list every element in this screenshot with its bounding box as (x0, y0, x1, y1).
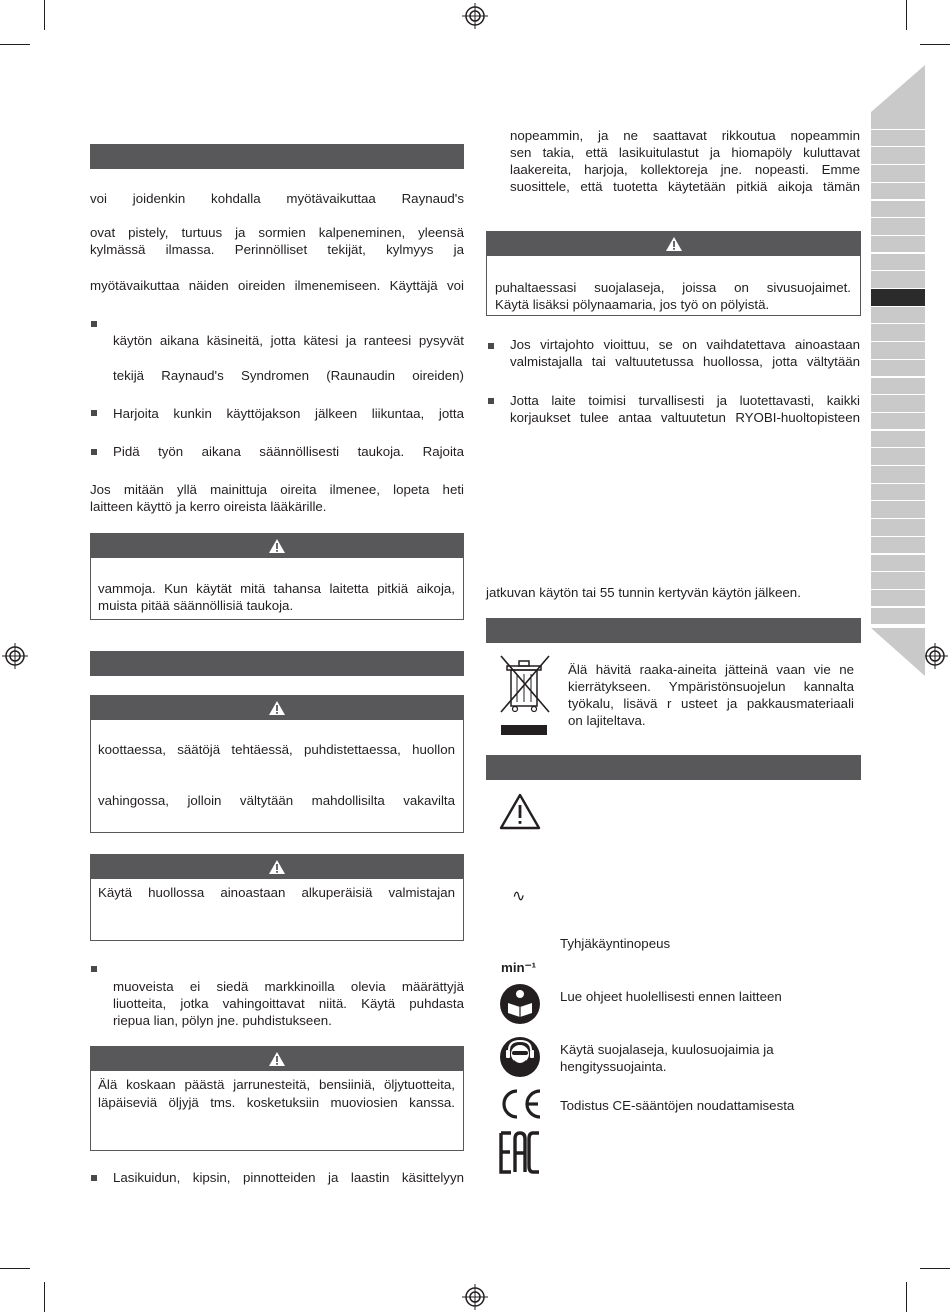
crop-mark (920, 1268, 950, 1269)
warning-text: Älä koskaan päästä jarrunesteitä, bensiiniä, öljytuotteita, (98, 1077, 455, 1092)
language-tab (871, 254, 925, 272)
crop-mark (44, 0, 45, 30)
warning-triangle-icon (268, 538, 286, 554)
language-tab-top (871, 65, 925, 112)
paragraph-text: laitteen käyttö ja kerro oireista lääkärille. (90, 499, 327, 514)
bullet-text: tekijä Raynaud's Syndromen (Raunaudin oireiden) (113, 368, 464, 383)
warning-triangle-icon (268, 859, 286, 875)
language-tab-bottom (871, 628, 925, 676)
bullet-icon (488, 343, 494, 349)
warning-header (91, 855, 463, 879)
environment-text: työkalu, lisävä r usteet ja pakkausmateriaali (568, 696, 854, 711)
rpm-unit: min⁻¹ (501, 960, 537, 975)
language-tab (871, 360, 925, 378)
ce-mark-icon (499, 1088, 543, 1120)
language-tab (871, 519, 925, 537)
bullet-text: muoveista ei siedä markkinoilla olevia määrättyjä (113, 979, 464, 994)
warning-triangle-icon (268, 700, 286, 716)
crop-mark (0, 1268, 30, 1269)
paragraph-text: laakereita, harjoja, kollektoreja jne. nopeasti. Emme (510, 162, 860, 177)
language-tab (871, 608, 925, 626)
protective-gear-icon (499, 1036, 541, 1078)
section-header-bar (486, 755, 861, 780)
registration-mark-icon (462, 1284, 488, 1310)
bullet-text: Harjoita kunkin käyttöjakson jälkeen liikuntaa, jotta (113, 406, 464, 421)
paragraph-text: Jos mitään yllä mainittuja oireita ilmenee, lopeta heti (90, 482, 464, 497)
language-tab (871, 324, 925, 342)
crop-mark (44, 1282, 45, 1312)
ac-symbol: ∿ (512, 888, 526, 905)
section-header-bar (90, 144, 464, 169)
bullet-icon (91, 321, 97, 327)
crop-mark (0, 44, 30, 45)
environment-text: kierrätykseen. Ympäristönsuojelun kannalta (568, 679, 854, 694)
registration-mark-icon (2, 643, 28, 669)
bullet-text: Pidä työn aikana säännöllisesti taukoja. Rajoita (113, 444, 464, 459)
bullet-text: liuotteita, jotka vahingoittavat niitä. Käytä puhdasta (113, 996, 464, 1011)
language-tab (871, 501, 925, 519)
crop-mark (920, 44, 950, 45)
language-tab (871, 236, 925, 254)
language-tab (871, 395, 925, 413)
section-header-bar (90, 651, 464, 676)
bullet-icon (488, 398, 494, 404)
section-header-bar (486, 618, 861, 643)
bullet-icon (91, 1175, 97, 1181)
crop-mark (906, 1282, 907, 1312)
paragraph-text: suosittele, että tuotetta käytetään pitkiä aikoja tämän (510, 179, 860, 194)
warning-text: puhaltaessasi suojalaseja, joissa on sivusuojaimet. (495, 280, 851, 295)
bullet-text: valmistajalla tai valtuutetussa huollossa, jotta vältytään (510, 354, 860, 369)
language-tab (871, 413, 925, 431)
language-tab (871, 448, 925, 466)
warning-text: muista pitää säännöllisiä taukoja. (98, 598, 294, 613)
warning-text: Käytä huollossa ainoastaan alkuperäisiä valmistajan (98, 885, 455, 900)
language-tab (871, 537, 925, 555)
bullet-text: korjaukset tulee antaa valtuutetun RYOBI-huoltopisteen (510, 410, 860, 425)
read-manual-icon (499, 983, 541, 1025)
weee-bin-icon (497, 654, 553, 736)
registration-mark-icon (922, 643, 948, 669)
warning-header (91, 534, 463, 558)
symbol-description: Käytä suojalaseja, kuulosuojaimia ja (560, 1042, 774, 1057)
paragraph-text: myötävaikuttaa näiden oireiden ilmenemiseen. Käyttäjä voi (90, 278, 464, 293)
language-tab (871, 201, 925, 219)
warning-text: koottaessa, säätöjä tehtäessä, puhdistettaessa, huollon (98, 742, 455, 757)
bullet-icon (91, 449, 97, 455)
bullet-icon (91, 410, 97, 416)
bullet-text: riepua lian, pölyn jne. puhdistukseen. (113, 1013, 332, 1028)
warning-triangle-icon (268, 1051, 286, 1067)
warning-header (91, 696, 463, 720)
language-tab (871, 555, 925, 573)
language-tab (871, 431, 925, 449)
warning-text: läpäiseviä öljyjä tms. kosketuksiin muoviosien kanssa. (98, 1095, 455, 1110)
language-tab (871, 307, 925, 325)
language-tab (871, 466, 925, 484)
bullet-text: käytön aikana käsineitä, jotta kätesi ja ranteesi pysyvät (113, 333, 464, 348)
symbol-description: Lue ohjeet huolellisesti ennen laitteen (560, 989, 782, 1004)
warning-text: vammoja. Kun käytät mitä tahansa laitetta pitkiä aikoja, (98, 581, 455, 596)
language-tab (871, 572, 925, 590)
crop-mark (906, 0, 907, 30)
bullet-text: Jotta laite toimisi turvallisesti ja luotettavasti, kaikki (510, 393, 860, 408)
registration-mark-icon (462, 3, 488, 29)
bullet-text: Jos virtajohto vioittuu, se on vaihdatettava ainoastaan (510, 337, 860, 352)
symbol-description: Todistus CE-sääntöjen noudattamisesta (560, 1098, 795, 1113)
language-tab (871, 590, 925, 608)
eac-mark-icon (499, 1131, 541, 1174)
language-tab (871, 218, 925, 236)
warning-header (91, 1047, 463, 1071)
language-tab (871, 342, 925, 360)
warning-header (487, 232, 860, 256)
paragraph-text: sen takia, että lasikuitulastut ja hiomapöly kuluttavat (510, 145, 860, 160)
paragraph-text: kylmässä ilmassa. Perinnölliset tekijät, kylmyys ja (90, 242, 464, 257)
bullet-icon (91, 966, 97, 972)
symbol-description: hengityssuojainta. (560, 1059, 667, 1074)
environment-text: on lajiteltava. (568, 713, 646, 728)
paragraph-text: voi joidenkin kohdalla myötävaikuttaa Raynaud's (90, 191, 464, 206)
warning-text: vahingossa, jolloin vältytään mahdollisilta vakavilta (98, 793, 455, 808)
environment-text: Älä hävitä raaka-aineita jätteinä vaan vie ne (568, 662, 854, 677)
language-tab (871, 271, 925, 289)
paragraph-text: nopeammin, ja ne saattavat rikkoutua nopeammin (510, 128, 860, 143)
warning-box (90, 695, 464, 833)
language-tab (871, 112, 925, 130)
bullet-text: Lasikuidun, kipsin, pinnotteiden ja laastin käsittelyyn (113, 1170, 464, 1185)
language-tab (871, 289, 925, 307)
language-tab (871, 130, 925, 148)
language-tab (871, 183, 925, 201)
no-load-speed-label: Tyhjäkäyntinopeus (560, 936, 671, 951)
language-tab (871, 378, 925, 396)
language-tab (871, 165, 925, 183)
alert-icon (499, 793, 541, 831)
language-tab (871, 484, 925, 502)
language-tab (871, 147, 925, 165)
paragraph-text: ovat pistely, turtuus ja sormien kalpeneminen, yleensä (90, 225, 464, 240)
warning-triangle-icon (665, 236, 683, 252)
warning-text: Käytä lisäksi pölynaamaria, jos työ on pölyistä. (495, 297, 770, 312)
paragraph-text: jatkuvan käytön tai 55 tunnin kertyvän käytön jälkeen. (486, 585, 801, 600)
